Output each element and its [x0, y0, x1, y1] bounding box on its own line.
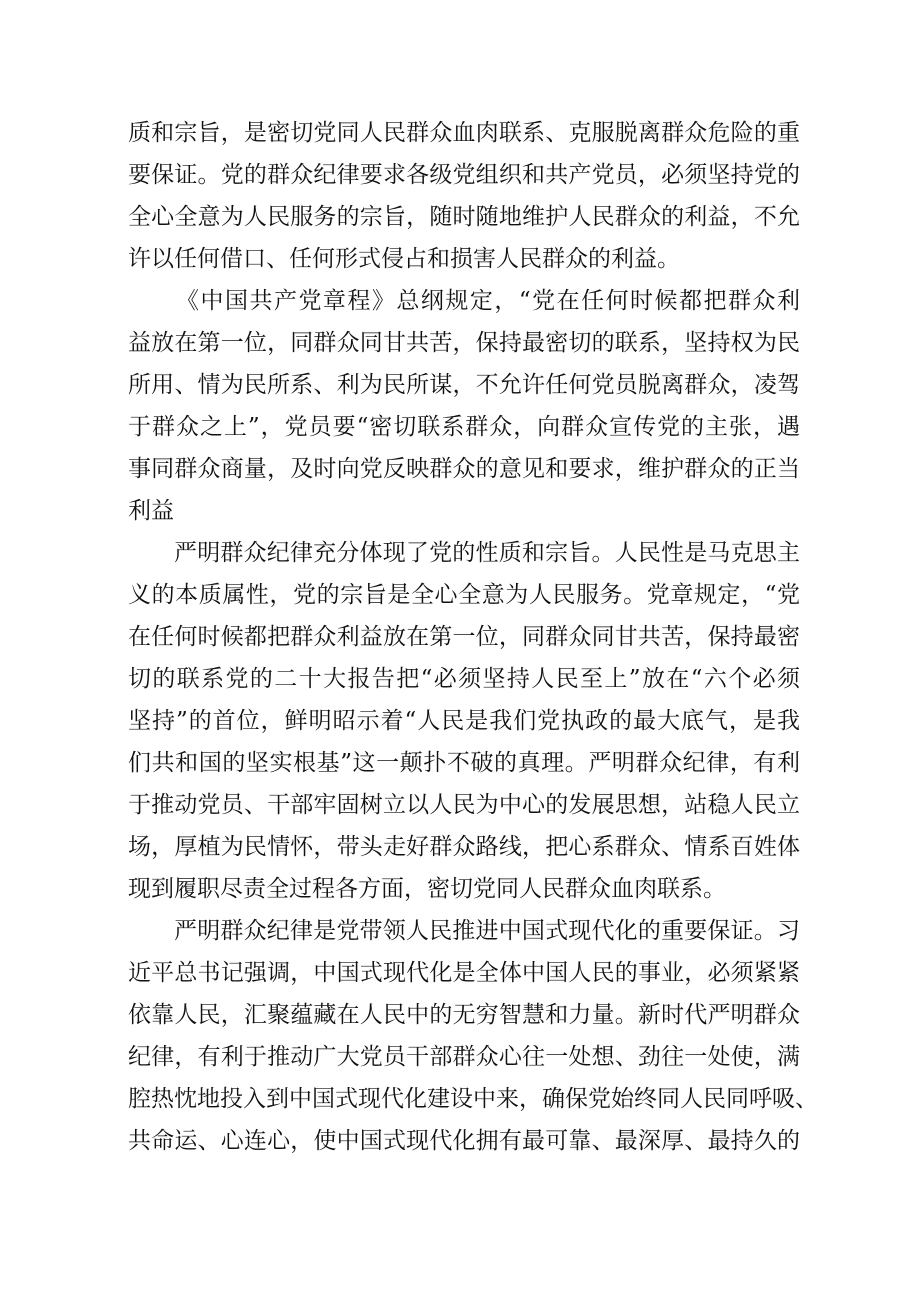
paragraph-3	[128, 532, 800, 910]
document-body	[128, 112, 818, 1162]
text-line: 许以任何借口、任何形式侵占和损害人民群众的利益。	[128, 246, 680, 272]
text-line: 利益	[128, 498, 174, 524]
text-line: 坚持”的首位，鲜明昭示着“人民是我们党执政的最大底气，是我	[128, 708, 800, 734]
text-line: 共命运、心连心，使中国式现代化拥有最可靠、最深厚、最持久的	[128, 1128, 800, 1154]
text-line: 质和宗旨，是密切党同人民群众血肉联系、克服脱离群众危险的重	[128, 120, 800, 146]
text-line: 们共和国的坚实根基”这一颠扑不破的真理。严明群众纪律，有利	[128, 750, 800, 776]
text-line: 纪律，有利于推动广大党员干部群众心往一处想、劲往一处使，满	[128, 1044, 800, 1070]
text-line: 于推动党员、干部牢固树立以人民为中心的发展思想，站稳人民立	[128, 792, 800, 818]
text-line: 严明群众纪律充分体现了党的性质和宗旨。人民性是马克思主	[174, 540, 800, 566]
text-line: 严明群众纪律是党带领人民推进中国式现代化的重要保证。习	[174, 918, 800, 944]
text-line: 要保证。党的群众纪律要求各级党组织和共产党员，必须坚持党的	[128, 162, 800, 188]
text-line: 全心全意为人民服务的宗旨，随时随地维护人民群众的利益，不允	[128, 204, 800, 230]
text-line: 在任何时候都把群众利益放在第一位，同群众同甘共苦，保持最密	[128, 624, 800, 650]
text-line: 依靠人民，汇聚蕴藏在人民中的无穷智慧和力量。新时代严明群众	[128, 1002, 800, 1028]
text-line: 所用、情为民所系、利为民所谋，不允许任何党员脱离群众，凌驾	[128, 372, 800, 398]
text-line: 近平总书记强调，中国式现代化是全体中国人民的事业，必须紧紧	[128, 960, 800, 986]
text-line: 事同群众商量，及时向党反映群众的意见和要求，维护群众的正当	[128, 456, 800, 482]
text-line: 切的联系党的二十大报告把“必须坚持人民至上”放在“六个必须	[128, 666, 800, 692]
text-line: 益放在第一位，同群众同甘共苦，保持最密切的联系，坚持权为民	[128, 330, 800, 356]
text-line: 于群众之上”，党员要“密切联系群众，向群众宣传党的主张，遇	[128, 414, 800, 440]
paragraph-2	[128, 280, 800, 532]
text-line: 义的本质属性，党的宗旨是全心全意为人民服务。党章规定，“党	[128, 582, 800, 608]
text-line: 《中国共产党章程》总纲规定，“党在任何时候都把群众利	[176, 288, 800, 314]
text-line: 场，厚植为民情怀，带头走好群众路线，把心系群众、情系百姓体	[128, 834, 800, 860]
paragraph-1	[128, 112, 800, 280]
paragraph-4	[128, 910, 818, 1162]
text-line: 现到履职尽责全过程各方面，密切党同人民群众血肉联系。	[128, 876, 726, 902]
text-line: 腔热忱地投入到中国式现代化建设中来，确保党始终同人民同呼吸、	[128, 1086, 818, 1112]
